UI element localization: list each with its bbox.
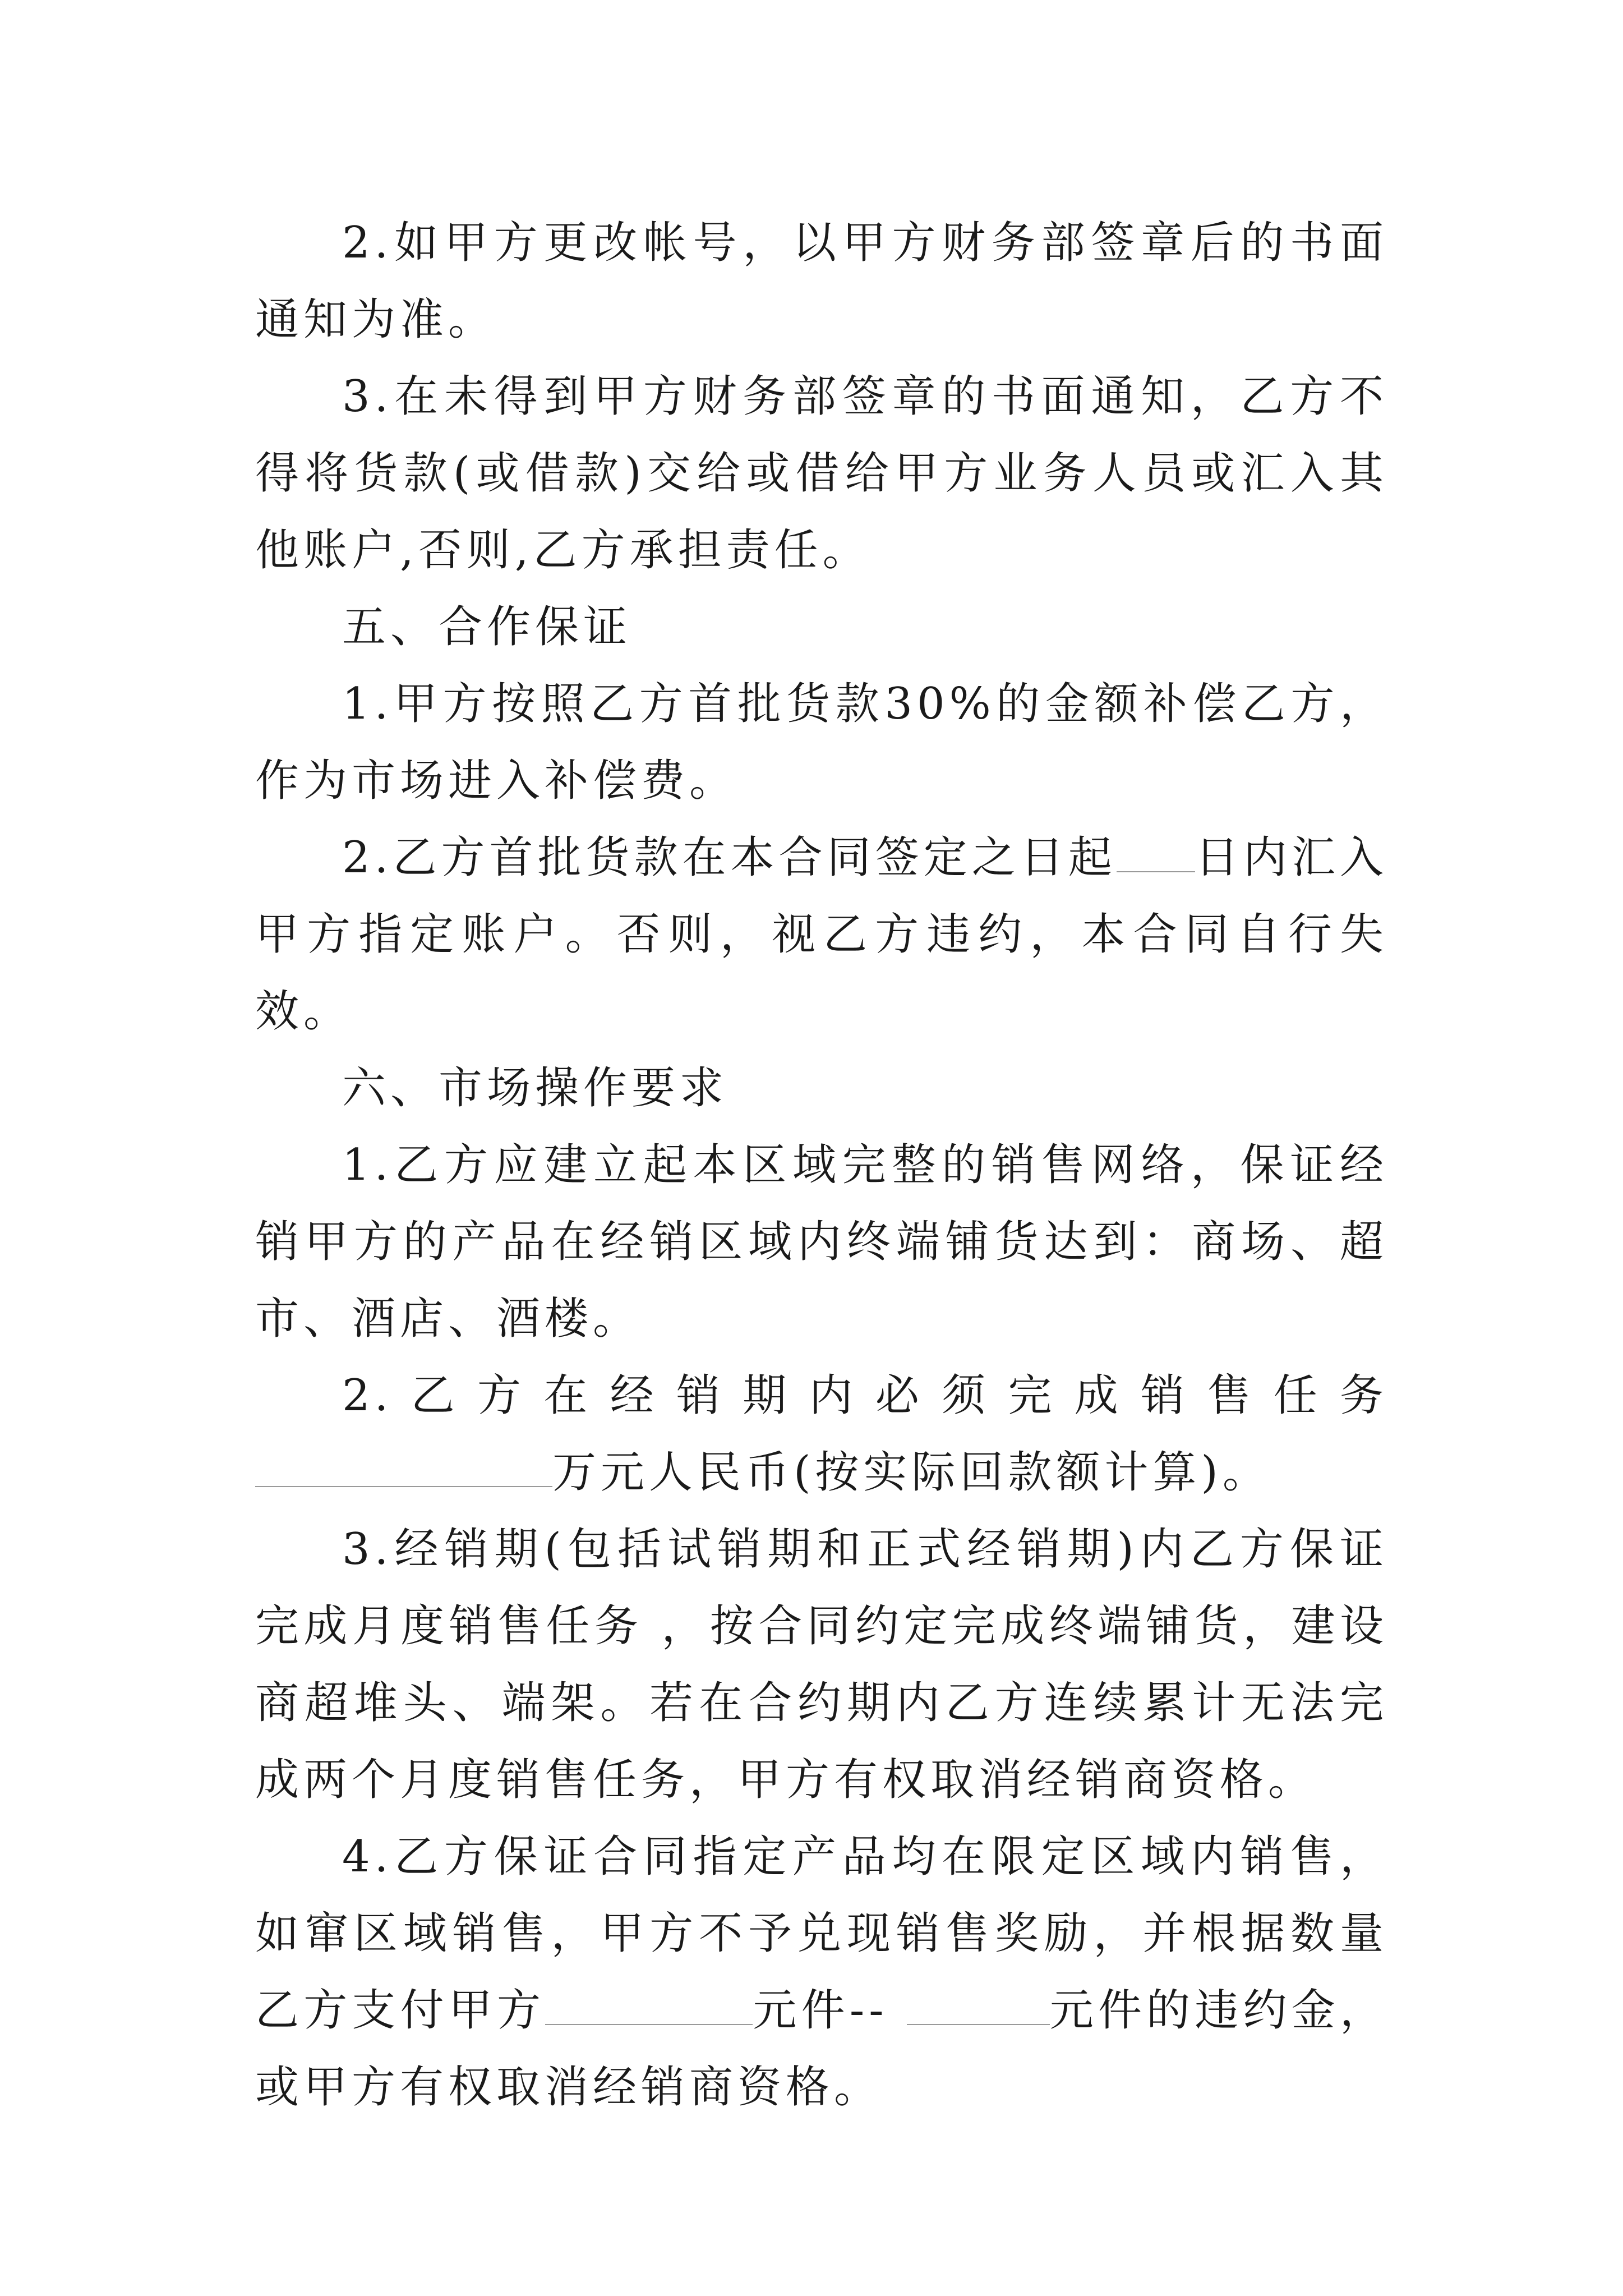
clause-5-1 — [255, 666, 1388, 820]
clause-text: 2.如甲方更改帐号，以甲方财务部签章后的书面通知为准。 — [255, 218, 1388, 345]
fill-in-blank-penalty-min[interactable] — [545, 1990, 753, 2025]
clause-text: 2.乙方在经销期内必须完成销售任务 — [342, 1370, 1388, 1421]
clause-text: 元件的违约金，或甲方有权取消经销商资格。 — [255, 1985, 1388, 2113]
clause-text: 2.乙方首批货款在本合同签定之日起 — [342, 832, 1117, 883]
document-body — [255, 205, 1388, 2126]
fill-in-blank-penalty-max[interactable] — [907, 1990, 1050, 2025]
clause-6-4 — [255, 1819, 1388, 2126]
fill-in-blank-days[interactable] — [1117, 838, 1195, 872]
clause-text: 4.乙方保证合同指定产品均在限定区域内销售，如窜区域销售，甲方不予兑现销售奖励，并根据数量乙方支付甲方 — [255, 1832, 1388, 2036]
clause-4-3 — [255, 358, 1388, 589]
clause-6-1 — [255, 1127, 1388, 1358]
heading-text: 五、合作保证 — [342, 602, 632, 652]
clause-6-3 — [255, 1511, 1388, 1819]
clause-text: 1.乙方应建立起本区域完整的销售网络，保证经销甲方的产品在经销区域内终端铺货达到：商场、超市、酒店、酒楼。 — [255, 1140, 1388, 1344]
heading-text: 六、市场操作要求 — [342, 1063, 728, 1114]
clause-text: 万元人民币(按实际回款额计算)。 — [552, 1447, 1271, 1498]
clause-text: 1.甲方按照乙方首批货款30%的金额补偿乙方，作为市场进入补偿费。 — [255, 679, 1388, 806]
clause-text: 元件-- — [753, 1985, 907, 2036]
clause-text: 3.在未得到甲方财务部签章的书面通知，乙方不得将货款(或借款)交给或借给甲方业务人员或汇入其他账户,否则,乙方承担责任。 — [255, 371, 1388, 576]
clause-text: 3.经销期(包括试销期和正式经销期)内乙方保证完成月度销售任务 ，按合同约定完成终端铺货，建设商超堆头、端架。若在合约期内乙方连续累计无法完成两个月度销售任务，甲方有权取消经销商资格。 — [255, 1524, 1388, 1805]
fill-in-blank-sales-target[interactable] — [255, 1452, 552, 1487]
section-heading-6 — [255, 1050, 1388, 1127]
clause-text: 日内汇入甲方指定账户。否则，视乙方违约，本合同自行失效。 — [255, 832, 1388, 1037]
section-heading-5 — [255, 589, 1388, 666]
clause-5-2 — [255, 820, 1388, 1050]
clause-6-2 — [255, 1358, 1388, 1511]
clause-4-2 — [255, 205, 1388, 358]
